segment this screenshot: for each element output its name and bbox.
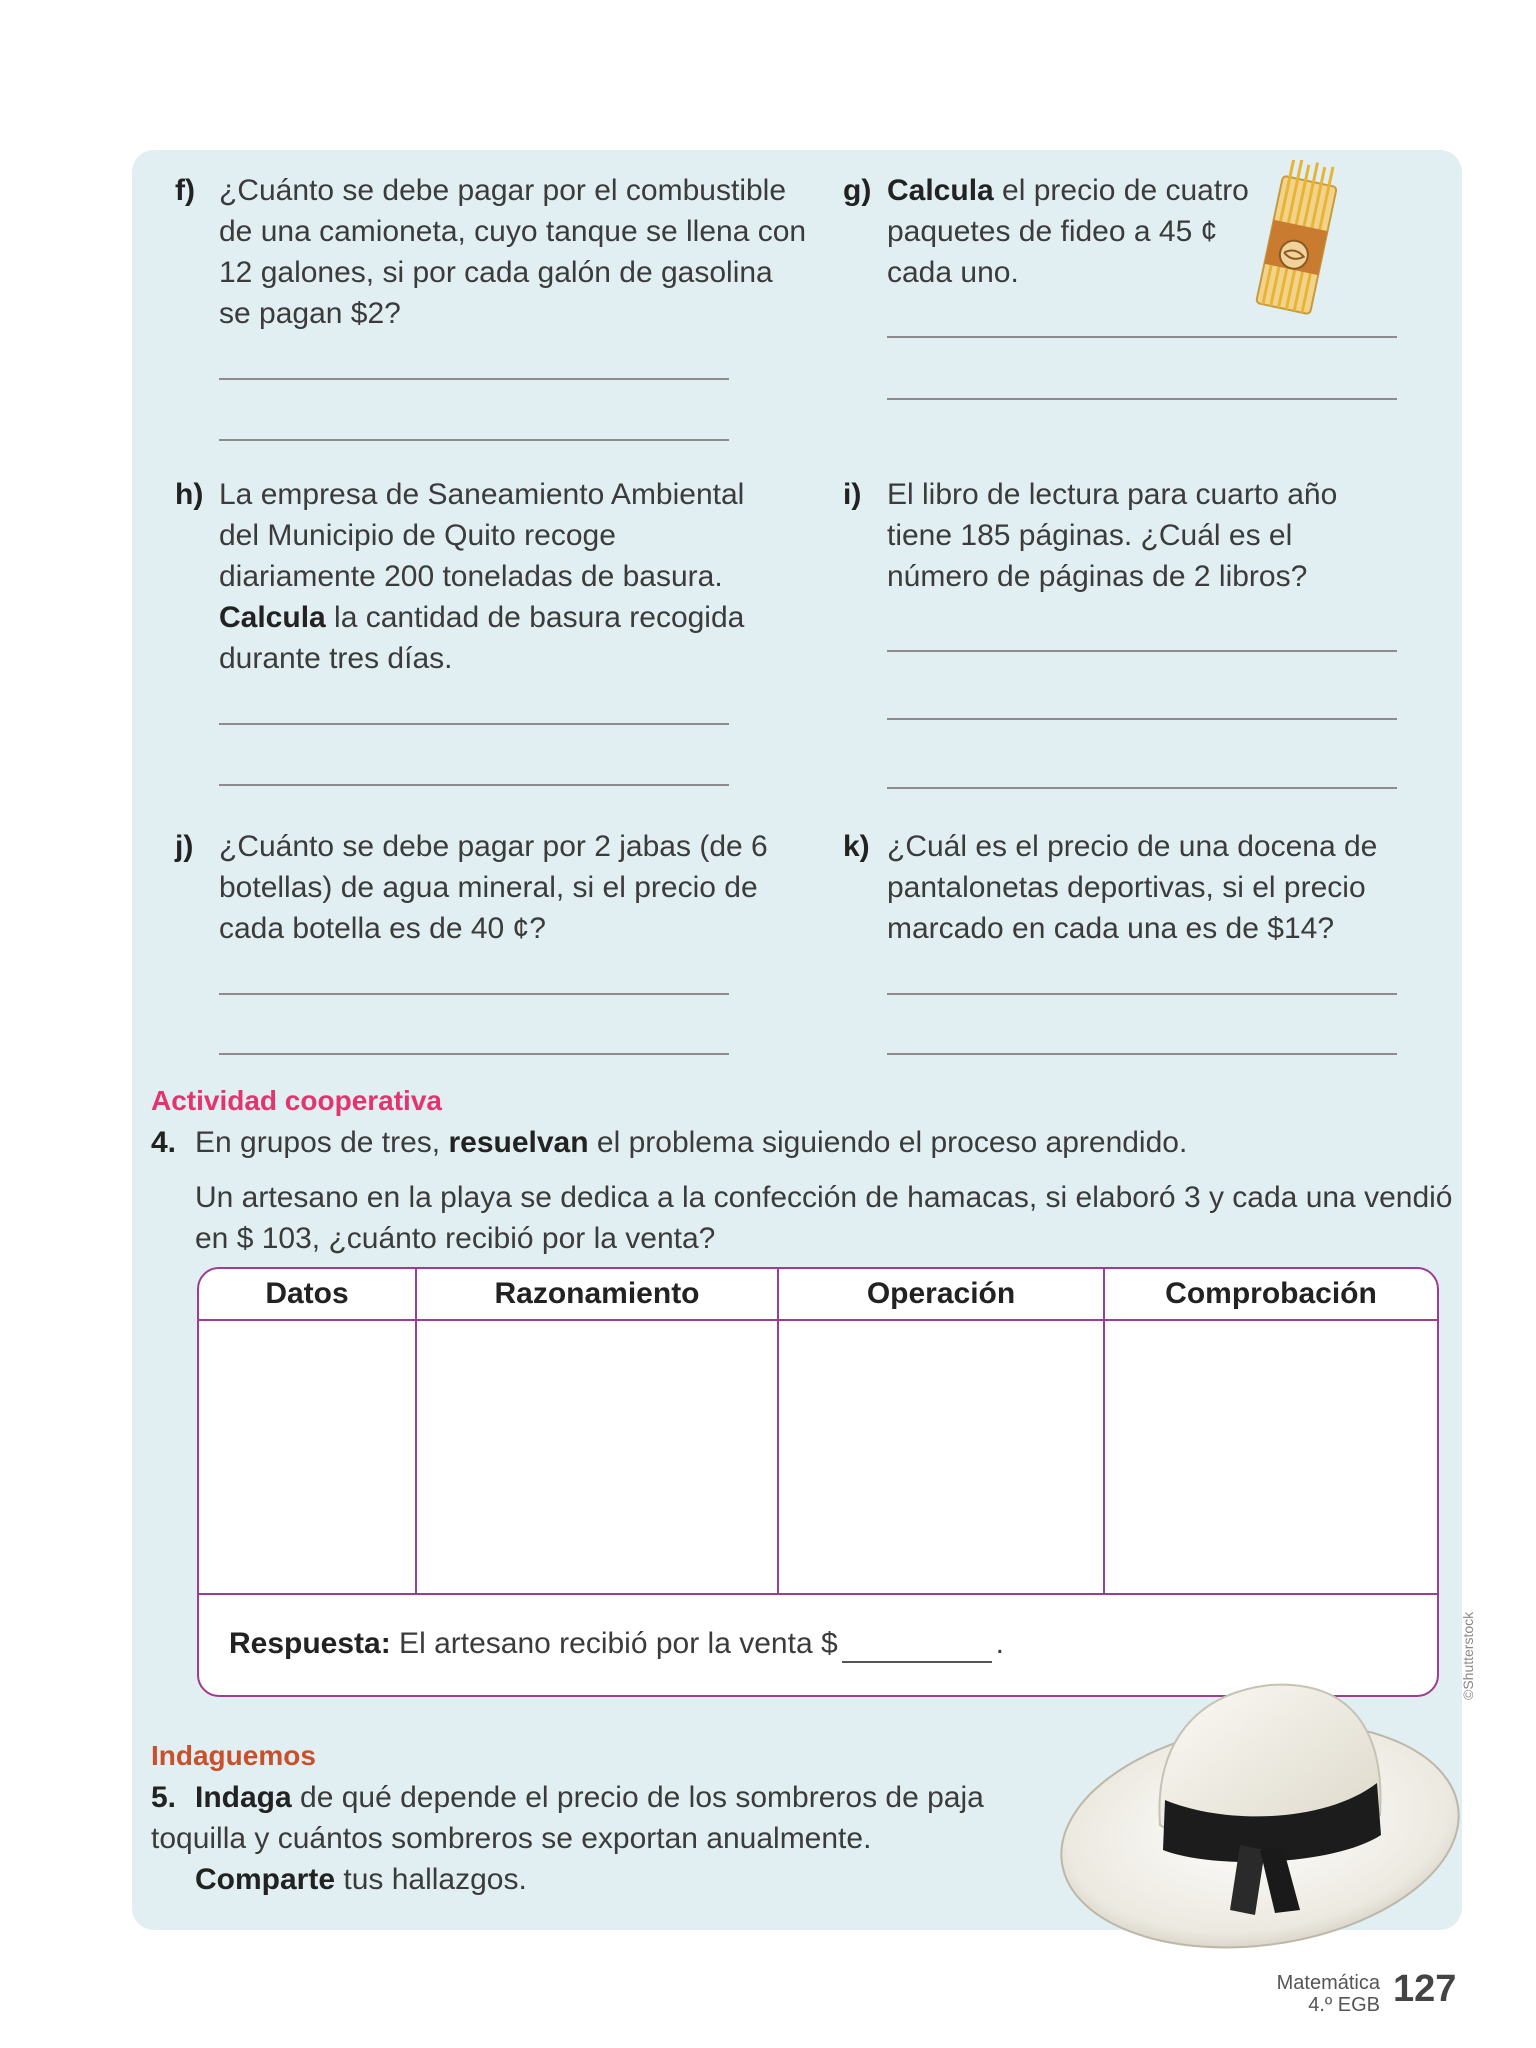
cell-operacion[interactable] — [779, 1321, 1105, 1594]
header-datos: Datos — [199, 1269, 417, 1321]
answer-line[interactable] — [887, 787, 1397, 789]
cell-datos[interactable] — [199, 1321, 417, 1594]
answer-blank[interactable] — [842, 1627, 992, 1663]
header-comprobacion: Comprobación — [1105, 1269, 1437, 1321]
problem-h-part2: la cantidad de basura recogida durante tres días. — [219, 601, 745, 675]
instruction-post: el problema siguiendo el proceso aprendido. — [588, 1126, 1188, 1159]
answer-line[interactable] — [887, 336, 1397, 338]
indaguemos-title: Indaguemos — [151, 1740, 316, 1771]
problem-j-label: j) — [175, 830, 194, 863]
cooperativa-number: 4. — [151, 1126, 177, 1159]
problem-g-rest: el precio de cuatro paquetes de fideo a 45 ¢ cada uno. — [887, 174, 1249, 289]
indaguemos-bold2: Comparte — [195, 1863, 336, 1896]
answer-line[interactable] — [219, 784, 729, 786]
indaguemos-bold1: Indaga — [195, 1781, 292, 1814]
answer-line[interactable] — [887, 718, 1397, 720]
cell-comprobacion[interactable] — [1105, 1321, 1437, 1594]
indaguemos-text1: de qué depende el precio de los sombreros de paja toquilla y cuántos sombreros se exportan anualmente. — [151, 1781, 984, 1855]
answer-line[interactable] — [887, 1053, 1397, 1055]
answer-end: . — [995, 1626, 1004, 1660]
answer-label: Respuesta: — [229, 1626, 391, 1660]
pasta-package-image — [1255, 160, 1340, 320]
answer-line[interactable] — [219, 993, 729, 995]
cooperativa-title: Actividad cooperativa — [151, 1085, 442, 1116]
problem-i-text: El libro de lectura para cuarto año tiene 185 páginas. ¿Cuál es el número de páginas de 2 libros? — [887, 478, 1338, 593]
answer-line[interactable] — [887, 398, 1397, 400]
solution-table — [197, 1267, 1439, 1697]
cooperativa-instruction — [151, 1122, 1451, 1163]
footer-subject — [1180, 1972, 1380, 2016]
answer-line[interactable] — [219, 378, 729, 380]
indaguemos-text — [151, 1777, 1031, 1900]
indaguemos-number: 5. — [151, 1781, 177, 1814]
footer-grade: 4.º EGB — [1308, 1994, 1380, 2016]
problem-i-label: i) — [843, 478, 862, 511]
image-credit: ©Shutterstock — [1460, 1611, 1476, 1700]
problem-f-text: ¿Cuánto se debe pagar por el combustible de una camioneta, cuyo tanque se llena con 12 galones, si por cada galón de gasolina se pagan $2? — [219, 174, 807, 330]
problem-j-text: ¿Cuánto se debe pagar por 2 jabas (de 6 botellas) de agua mineral, si el precio de cada botella es de 40 ¢? — [219, 830, 768, 945]
footer-subject-name: Matemática — [1276, 1972, 1380, 1994]
problem-g-text — [887, 170, 1267, 293]
problem-g-bold: Calcula — [887, 174, 994, 207]
instruction-pre: En grupos de tres, — [195, 1126, 449, 1159]
cooperativa-problem: Un artesano en la playa se dedica a la confección de hamacas, si elaboró 3 y cada una vendió en $ 103, ¿cuánto recibió por la venta? — [195, 1181, 1453, 1255]
header-razonamiento: Razonamiento — [417, 1269, 779, 1321]
problem-f-label: f) — [175, 174, 195, 207]
answer-line[interactable] — [219, 723, 729, 725]
indaguemos-text2: tus hallazgos. — [335, 1863, 527, 1896]
page-number: 127 — [1393, 1968, 1457, 2010]
problem-h-text — [219, 474, 779, 679]
problem-k-label: k) — [843, 830, 870, 863]
answer-line[interactable] — [219, 439, 729, 441]
answer-line[interactable] — [219, 1053, 729, 1055]
problem-h-part1: La empresa de Saneamiento Ambiental del Municipio de Quito recoge diariamente 200 toneladas de basura. — [219, 478, 745, 593]
problem-g-label: g) — [843, 174, 872, 207]
problem-h-bold: Calcula — [219, 601, 326, 634]
problem-h-label: h) — [175, 478, 204, 511]
header-operacion: Operación — [779, 1269, 1105, 1321]
cell-razonamiento[interactable] — [417, 1321, 779, 1594]
straw-hat-image — [1055, 1665, 1475, 1955]
instruction-bold: resuelvan — [448, 1126, 589, 1159]
answer-line[interactable] — [887, 650, 1397, 652]
problem-k-text: ¿Cuál es el precio de una docena de pantalonetas deportivas, si el precio marcado en cada una es de $14? — [887, 830, 1378, 945]
answer-line[interactable] — [887, 993, 1397, 995]
answer-text: El artesano recibió por la venta $ — [390, 1626, 838, 1660]
